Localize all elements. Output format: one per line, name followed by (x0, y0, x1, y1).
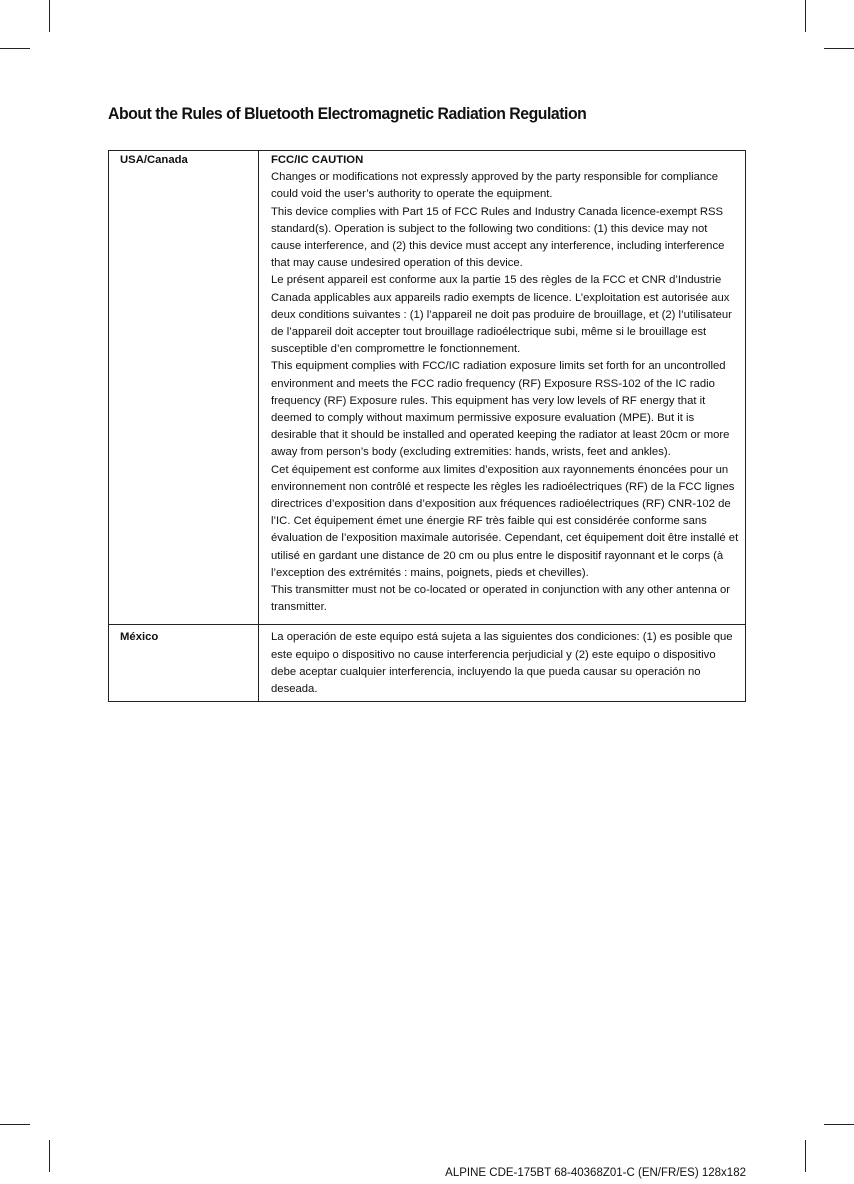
crop-mark-top-right-vertical (805, 0, 806, 32)
paragraph: This transmitter must not be co-located or operated in conjunction with any other antenna or transmitter. (271, 584, 731, 614)
paragraph: Cet équipement est conforme aux limites d’exposition aux rayonnements énoncées pour un environnement non contrôlé et respecte les règles les radioélectriques (RF) de la FCC lignes directrices d’exposition dans d’exposition aux fréquences radioélectriques (RF) CNR-102 de l’IC. Cet équipement émet une énergie RF très faible qui est considérée conforme sans évaluation de l’exposition maximale autorisée. Cependant, cet équipement doit être installé et utilisé en gardant une distance de 20 cm ou plus entre le dispositif rayonnant et le corps (à l’exception des extrémités : mains, poignets, pieds et chevilles). (271, 463, 739, 579)
regulation-table (108, 150, 746, 702)
paragraph: This device complies with Part 15 of FCC Rules and Industry Canada licence-exempt RSS standard(s). Operation is subject to the following two conditions: (1) this device may not cause interference, and (2) this device must accept any interference, including interference that may cause undesired operation of this device. (271, 205, 725, 270)
paragraph: Le présent appareil est conforme aux la partie 15 des règles de la FCC et CNR d’Industrie Canada applicables aux appareils radio exempts de licence. L’exploitation est autorisée aux deux conditions suivantes : (1) l’appareil ne doit pas produire de brouillage, et (2) l’utilisateur de l’appareil doit accepter tout brouillage radioélectrique subi, même si le brouillage est susceptible d’en compromettre le fonctionnement. (271, 274, 732, 356)
table-row-mexico (109, 625, 746, 702)
paragraph: Changes or modifications not expressly approved by the party responsible for compliance could void the user’s authority to operate the equipment. (271, 171, 719, 201)
table-row-usa-canada (109, 151, 746, 625)
crop-mark-top-left-vertical (49, 0, 50, 32)
caution-heading: FCC/IC CAUTION (271, 154, 364, 166)
regulation-text (259, 625, 746, 702)
region-label: México (109, 625, 259, 702)
regulation-text (259, 151, 746, 625)
print-footer: ALPINE CDE-175BT 68-40368Z01-C (EN/FR/ES) 128x182 (445, 1167, 746, 1179)
crop-mark-bottom-left-horizontal (0, 1124, 30, 1125)
paragraph: La operación de este equipo está sujeta a las siguientes dos condiciones: (1) es posible que este equipo o dispositivo no cause interferencia perjudicial y (2) este equipo o dispositivo debe aceptar cualquier interferencia, incluyendo la que pueda causar su operación no deseada. (271, 631, 733, 696)
crop-mark-top-right-horizontal (824, 48, 854, 49)
crop-mark-bottom-right-horizontal (824, 1124, 854, 1125)
region-label: USA/Canada (109, 151, 259, 625)
crop-mark-bottom-left-vertical (49, 1140, 50, 1172)
paragraph: This equipment complies with FCC/IC radiation exposure limits set forth for an uncontrolled environment and meets the FCC radio frequency (RF) Exposure RSS-102 of the IC radio frequency (RF) Exposure rules. This equipment has very low levels of RF energy that it deemed to comply without maximum permissive exposure evaluation (MPE). But it is desirable that it should be installed and operated keeping the radiator at least 20cm or more away from person’s body (excluding extremities: hands, wrists, feet and ankles). (271, 360, 730, 459)
page-title: About the Rules of Bluetooth Electromagnetic Radiation Regulation (108, 104, 587, 123)
crop-mark-top-left-horizontal (0, 48, 30, 49)
crop-mark-bottom-right-vertical (805, 1140, 806, 1172)
